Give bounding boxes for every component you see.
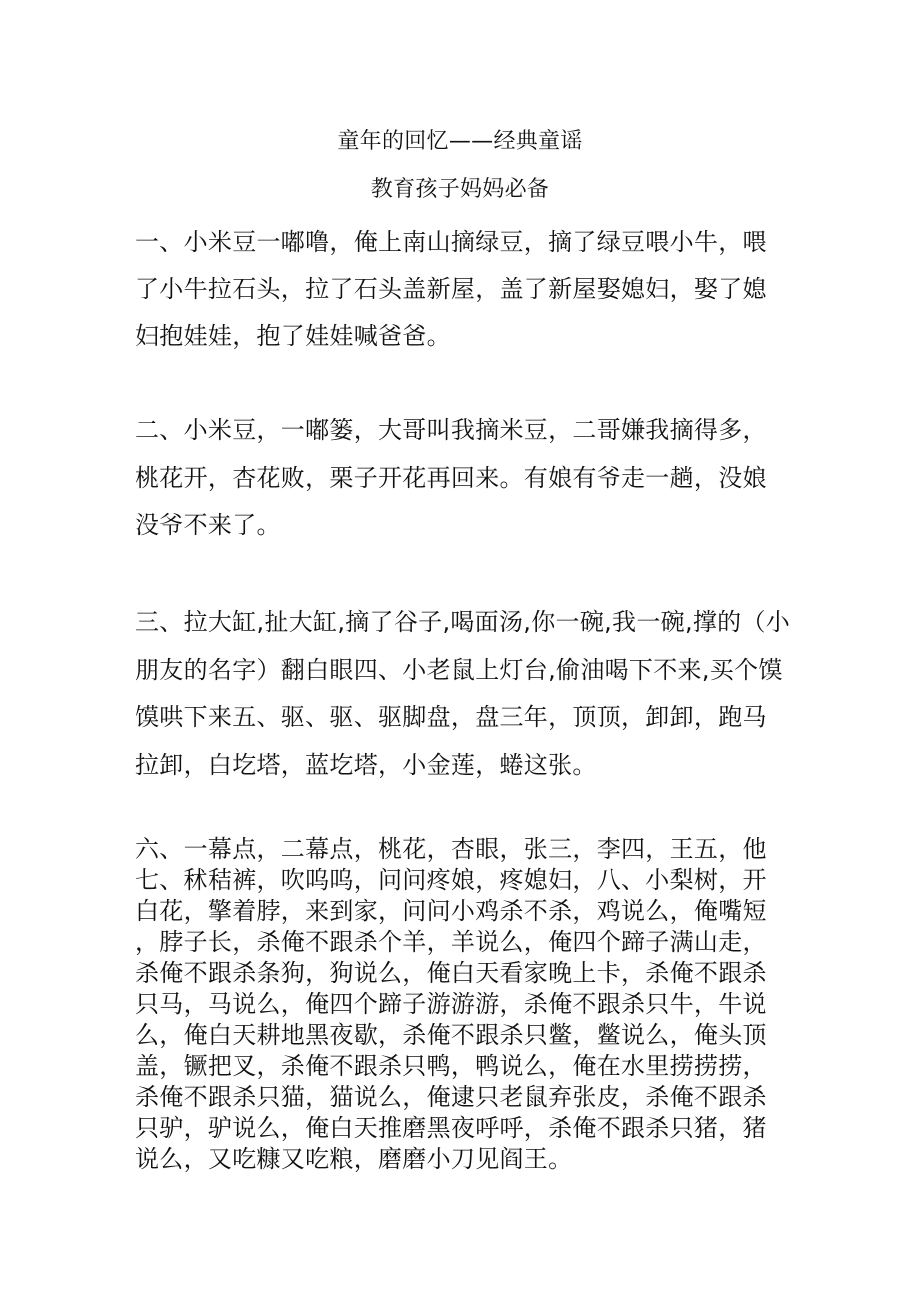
text-line: 二、小米豆，一嘟篓，大哥叫我摘米豆，二哥嫌我摘得多， <box>135 416 767 444</box>
text-line: 三、拉大缸,扯大缸,摘了谷子,喝面汤,你一碗,我一碗,撑的（小 <box>135 608 791 636</box>
text-line: 白花，擎着脖，来到家，问问小鸡杀不杀，鸡说么，俺嘴短 <box>135 897 767 925</box>
document-title: 童年的回忆——经典童谣 <box>337 129 583 154</box>
text-line: 六、一幕点，二幕点，桃花，杏眼，张三，李四，王五，他 <box>135 835 767 863</box>
text-line: 么，俺白天耕地黑夜歇，杀俺不跟杀只鳖，鳖说么，俺头顶 <box>135 1021 767 1049</box>
text-line: 没爷不来了。 <box>135 511 281 539</box>
text-line: 妇抱娃娃，抱了娃娃喊爸爸。 <box>135 322 451 350</box>
text-line: 七、秫秸裤，吹呜呜，问问疼娘，疼媳妇，八、小梨树，开 <box>135 866 767 894</box>
text-line: 馍哄下来五、驱、驱、驱脚盘，盘三年，顶顶，卸卸，跑马 <box>135 703 767 731</box>
text-line: 一、小米豆一嘟噜，俺上南山摘绿豆，摘了绿豆喂小牛，喂 <box>135 228 767 256</box>
text-line: 桃花开，杏花败，栗子开花再回来。有娘有爷走一趟，没娘 <box>135 464 767 492</box>
text-line: 拉卸，白圪塔，蓝圪塔，小金莲，蜷这张。 <box>135 751 597 779</box>
document-subtitle: 教育孩子妈妈必备 <box>370 177 550 202</box>
text-line: 杀俺不跟杀只猫，猫说么，俺逮只老鼠弃张皮，杀俺不跟杀 <box>135 1083 767 1111</box>
text-line: 说么，又吃糠又吃粮，磨磨小刀见阎王。 <box>135 1145 573 1173</box>
text-line: ，脖子长，杀俺不跟杀个羊，羊说么，俺四个蹄子满山走， <box>135 928 767 956</box>
text-line: 朋友的名字）翻白眼四、小老鼠上灯台,偷油喝下不来,买个馍 <box>135 656 783 684</box>
text-line: 了小牛拉石头，拉了石头盖新屋，盖了新屋娶媳妇，娶了媳 <box>135 275 767 303</box>
text-line: 盖，镢把叉，杀俺不跟杀只鸭，鸭说么，俺在水里捞捞捞， <box>135 1052 767 1080</box>
text-line: 只驴，驴说么，俺白天推磨黑夜呼呼，杀俺不跟杀只猪，猪 <box>135 1114 767 1142</box>
text-line: 只马，马说么，俺四个蹄子游游游，杀俺不跟杀只牛，牛说 <box>135 990 767 1018</box>
text-line: 杀俺不跟杀条狗，狗说么，俺白天看家晚上卡，杀俺不跟杀 <box>135 959 767 987</box>
